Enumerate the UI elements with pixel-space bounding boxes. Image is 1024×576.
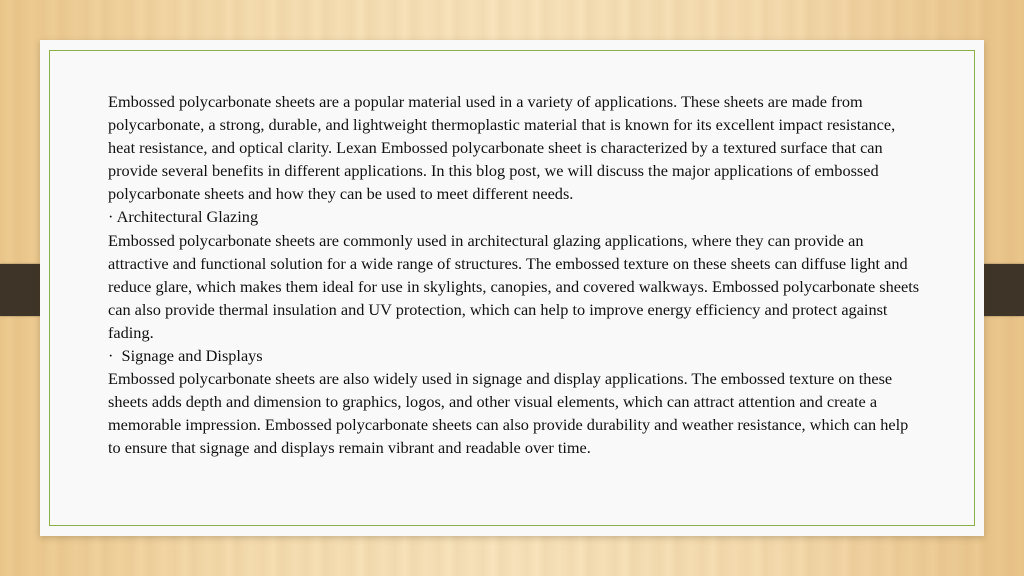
signage-and-displays-paragraph: Embossed polycarbonate sheets are also widely used in signage and display applications. The embossed texture on these sheets adds depth and dimension to graphics, logos, and other visual elements, which can attract attention and create a memorable impression. Embossed polycarbonate sheets can also provide durability and weather resistance, which can help to ensure that signage and displays remain vibrant and readable over time. [108,369,909,458]
section-heading-architectural-glazing: · Architectural Glazing [108,207,259,227]
slide-card [40,40,984,536]
slide-body [108,90,924,460]
section-heading-signage-and-displays: · Signage and Displays [108,346,263,366]
intro-paragraph: Embossed polycarbonate sheets are a popular material used in a variety of applications. These sheets are made from polycarbonate, a strong, durable, and lightweight thermoplastic material that is known for its excellent impact resistance, heat resistance, and optical clarity. Lexan Embossed polycarbonate sheet is characterized by a textured surface that can provide several benefits in different applications. In this blog post, we will discuss the major applications of embossed polycarbonate sheets and how they can be used to meet different needs. [108,92,896,204]
architectural-glazing-paragraph: Embossed polycarbonate sheets are commonly used in architectural glazing applications, where they can provide an attractive and functional solution for a wide range of structures. The embossed texture on these sheets can diffuse light and reduce glare, which makes them ideal for use in skylights, canopies, and covered walkways. Embossed polycarbonate sheets can also provide thermal insulation and UV protection, which can help to improve energy efficiency and protect against fading. [108,230,920,342]
